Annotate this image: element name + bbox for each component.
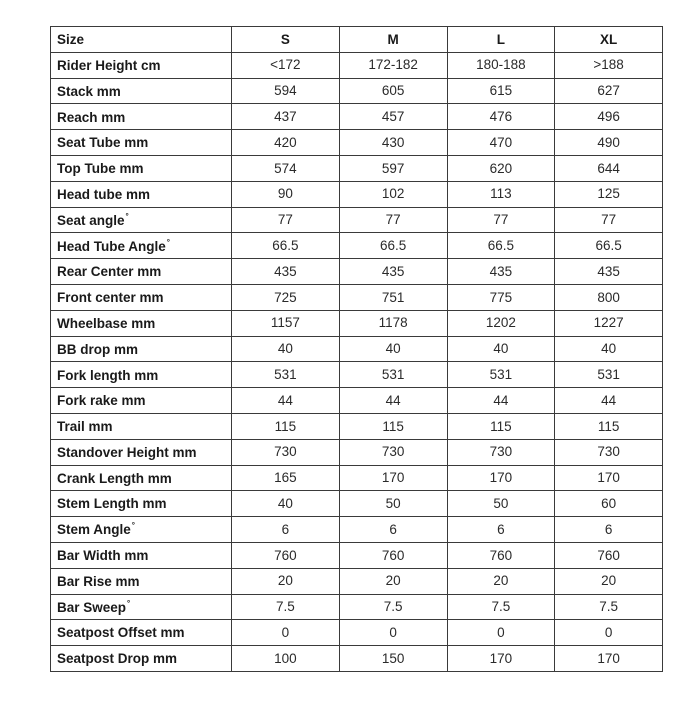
- degree-mark: °: [166, 237, 170, 247]
- cell-value: 40: [232, 491, 340, 517]
- cell-value: 115: [339, 413, 447, 439]
- cell-value: 7.5: [232, 594, 340, 620]
- table-row: [51, 130, 663, 156]
- cell-value: 44: [339, 388, 447, 414]
- cell-value: 7.5: [555, 594, 663, 620]
- row-label: [51, 594, 232, 620]
- cell-value: 20: [339, 568, 447, 594]
- cell-value: 170: [447, 646, 555, 672]
- cell-value: 531: [339, 362, 447, 388]
- cell-value: 620: [447, 155, 555, 181]
- cell-value: 77: [232, 207, 340, 233]
- table-row: [51, 620, 663, 646]
- size-header-s: S: [232, 27, 340, 53]
- cell-value: 760: [555, 542, 663, 568]
- row-label-text: Bar Rise mm: [57, 573, 140, 589]
- cell-value: 496: [555, 104, 663, 130]
- cell-value: 125: [555, 181, 663, 207]
- degree-mark: °: [127, 598, 131, 608]
- cell-value: 77: [555, 207, 663, 233]
- cell-value: >188: [555, 52, 663, 78]
- cell-value: 531: [555, 362, 663, 388]
- row-label-text: Fork length mm: [57, 367, 159, 383]
- cell-value: 430: [339, 130, 447, 156]
- cell-value: 760: [447, 542, 555, 568]
- cell-value: 470: [447, 130, 555, 156]
- cell-value: 7.5: [339, 594, 447, 620]
- table-body: [51, 52, 663, 671]
- table-row: [51, 491, 663, 517]
- cell-value: 115: [447, 413, 555, 439]
- cell-value: 6: [232, 517, 340, 543]
- cell-value: 50: [339, 491, 447, 517]
- cell-value: 7.5: [447, 594, 555, 620]
- table-row: [51, 413, 663, 439]
- row-label: [51, 104, 232, 130]
- cell-value: 44: [447, 388, 555, 414]
- row-label: [51, 233, 232, 259]
- row-label: [51, 542, 232, 568]
- size-header-m: M: [339, 27, 447, 53]
- size-header-l: L: [447, 27, 555, 53]
- row-label-text: Trail mm: [57, 419, 113, 435]
- cell-value: 170: [339, 465, 447, 491]
- cell-value: 180-188: [447, 52, 555, 78]
- cell-value: 50: [447, 491, 555, 517]
- row-label: [51, 207, 232, 233]
- cell-value: 0: [555, 620, 663, 646]
- cell-value: 751: [339, 284, 447, 310]
- table-row: [51, 78, 663, 104]
- cell-value: 170: [447, 465, 555, 491]
- cell-value: 1202: [447, 310, 555, 336]
- row-label-text: Front center mm: [57, 290, 164, 306]
- row-label: [51, 517, 232, 543]
- header-row: [51, 27, 663, 53]
- cell-value: 800: [555, 284, 663, 310]
- row-label: [51, 465, 232, 491]
- cell-value: 597: [339, 155, 447, 181]
- cell-value: 435: [447, 259, 555, 285]
- row-label-text: Fork rake mm: [57, 393, 146, 409]
- row-label-text: Stack mm: [57, 83, 121, 99]
- cell-value: 490: [555, 130, 663, 156]
- cell-value: 760: [339, 542, 447, 568]
- row-label-text: Wheelbase mm: [57, 315, 156, 331]
- table-row: [51, 104, 663, 130]
- cell-value: 420: [232, 130, 340, 156]
- row-label-text: Head Tube Angle: [57, 238, 166, 254]
- cell-value: 113: [447, 181, 555, 207]
- cell-value: 40: [555, 336, 663, 362]
- row-label: [51, 568, 232, 594]
- cell-value: 40: [447, 336, 555, 362]
- cell-value: 476: [447, 104, 555, 130]
- cell-value: 6: [339, 517, 447, 543]
- cell-value: 150: [339, 646, 447, 672]
- cell-value: 594: [232, 78, 340, 104]
- row-label: [51, 646, 232, 672]
- cell-value: 6: [447, 517, 555, 543]
- cell-value: 44: [232, 388, 340, 414]
- cell-value: 730: [232, 439, 340, 465]
- row-label-text: Reach mm: [57, 109, 126, 125]
- table-row: [51, 207, 663, 233]
- cell-value: 0: [339, 620, 447, 646]
- table-row: [51, 646, 663, 672]
- cell-value: 775: [447, 284, 555, 310]
- cell-value: <172: [232, 52, 340, 78]
- table-row: [51, 542, 663, 568]
- cell-value: 457: [339, 104, 447, 130]
- cell-value: 40: [232, 336, 340, 362]
- row-label: [51, 52, 232, 78]
- row-label-text: Rear Center mm: [57, 264, 162, 280]
- row-label-text: BB drop mm: [57, 341, 138, 357]
- cell-value: 730: [555, 439, 663, 465]
- row-label-text: Bar Width mm: [57, 548, 149, 564]
- row-label: [51, 130, 232, 156]
- cell-value: 725: [232, 284, 340, 310]
- cell-value: 730: [447, 439, 555, 465]
- table-row: [51, 233, 663, 259]
- cell-value: 115: [232, 413, 340, 439]
- row-label-text: Top Tube mm: [57, 161, 144, 177]
- cell-value: 1178: [339, 310, 447, 336]
- row-label-text: Seatpost Drop mm: [57, 651, 178, 667]
- row-label: [51, 155, 232, 181]
- cell-value: 0: [447, 620, 555, 646]
- table-row: [51, 310, 663, 336]
- cell-value: 102: [339, 181, 447, 207]
- cell-value: 66.5: [339, 233, 447, 259]
- row-label-text: Head tube mm: [57, 186, 151, 202]
- cell-value: 77: [447, 207, 555, 233]
- size-header-xl: XL: [555, 27, 663, 53]
- cell-value: 760: [232, 542, 340, 568]
- table-row: [51, 284, 663, 310]
- cell-value: 66.5: [232, 233, 340, 259]
- cell-value: 435: [232, 259, 340, 285]
- cell-value: 44: [555, 388, 663, 414]
- table-row: [51, 362, 663, 388]
- cell-value: 531: [232, 362, 340, 388]
- row-label-text: Stem Angle: [57, 522, 131, 538]
- row-label-text: Bar Sweep: [57, 599, 127, 615]
- cell-value: 60: [555, 491, 663, 517]
- row-label: [51, 259, 232, 285]
- table-row: [51, 594, 663, 620]
- row-label-text: Seat angle: [57, 212, 125, 228]
- geometry-table: [50, 26, 663, 672]
- table-row: [51, 517, 663, 543]
- row-label-text: Standover Height mm: [57, 444, 197, 460]
- row-label-text: Seat Tube mm: [57, 135, 149, 151]
- row-label: [51, 413, 232, 439]
- row-label: [51, 439, 232, 465]
- cell-value: 66.5: [447, 233, 555, 259]
- row-label-text: Rider Height cm: [57, 57, 161, 73]
- table-row: [51, 568, 663, 594]
- cell-value: 170: [555, 646, 663, 672]
- cell-value: 435: [555, 259, 663, 285]
- cell-value: 165: [232, 465, 340, 491]
- cell-value: 1227: [555, 310, 663, 336]
- cell-value: 0: [232, 620, 340, 646]
- row-label: [51, 284, 232, 310]
- table-row: [51, 181, 663, 207]
- row-label-text: Seatpost Offset mm: [57, 625, 185, 641]
- row-label: [51, 362, 232, 388]
- row-label: [51, 388, 232, 414]
- cell-value: 172-182: [339, 52, 447, 78]
- cell-value: 100: [232, 646, 340, 672]
- row-label: [51, 181, 232, 207]
- cell-value: 1157: [232, 310, 340, 336]
- cell-value: 437: [232, 104, 340, 130]
- row-label: [51, 620, 232, 646]
- cell-value: 627: [555, 78, 663, 104]
- table-row: [51, 336, 663, 362]
- cell-value: 66.5: [555, 233, 663, 259]
- cell-value: 40: [339, 336, 447, 362]
- cell-value: 615: [447, 78, 555, 104]
- cell-value: 20: [232, 568, 340, 594]
- row-label: [51, 78, 232, 104]
- row-label-text: Stem Length mm: [57, 496, 167, 512]
- cell-value: 20: [447, 568, 555, 594]
- cell-value: 77: [339, 207, 447, 233]
- row-label: [51, 491, 232, 517]
- table-row: [51, 465, 663, 491]
- table-row: [51, 155, 663, 181]
- row-label: [51, 336, 232, 362]
- size-header-label: Size: [51, 27, 232, 53]
- cell-value: 605: [339, 78, 447, 104]
- cell-value: 20: [555, 568, 663, 594]
- cell-value: 170: [555, 465, 663, 491]
- cell-value: 90: [232, 181, 340, 207]
- cell-value: 531: [447, 362, 555, 388]
- row-label: [51, 310, 232, 336]
- table-row: [51, 259, 663, 285]
- degree-mark: °: [131, 521, 135, 531]
- row-label-text: Crank Length mm: [57, 470, 172, 486]
- table-row: [51, 439, 663, 465]
- cell-value: 730: [339, 439, 447, 465]
- degree-mark: °: [125, 211, 129, 221]
- cell-value: 6: [555, 517, 663, 543]
- cell-value: 115: [555, 413, 663, 439]
- cell-value: 644: [555, 155, 663, 181]
- cell-value: 574: [232, 155, 340, 181]
- table-row: [51, 52, 663, 78]
- cell-value: 435: [339, 259, 447, 285]
- table-row: [51, 388, 663, 414]
